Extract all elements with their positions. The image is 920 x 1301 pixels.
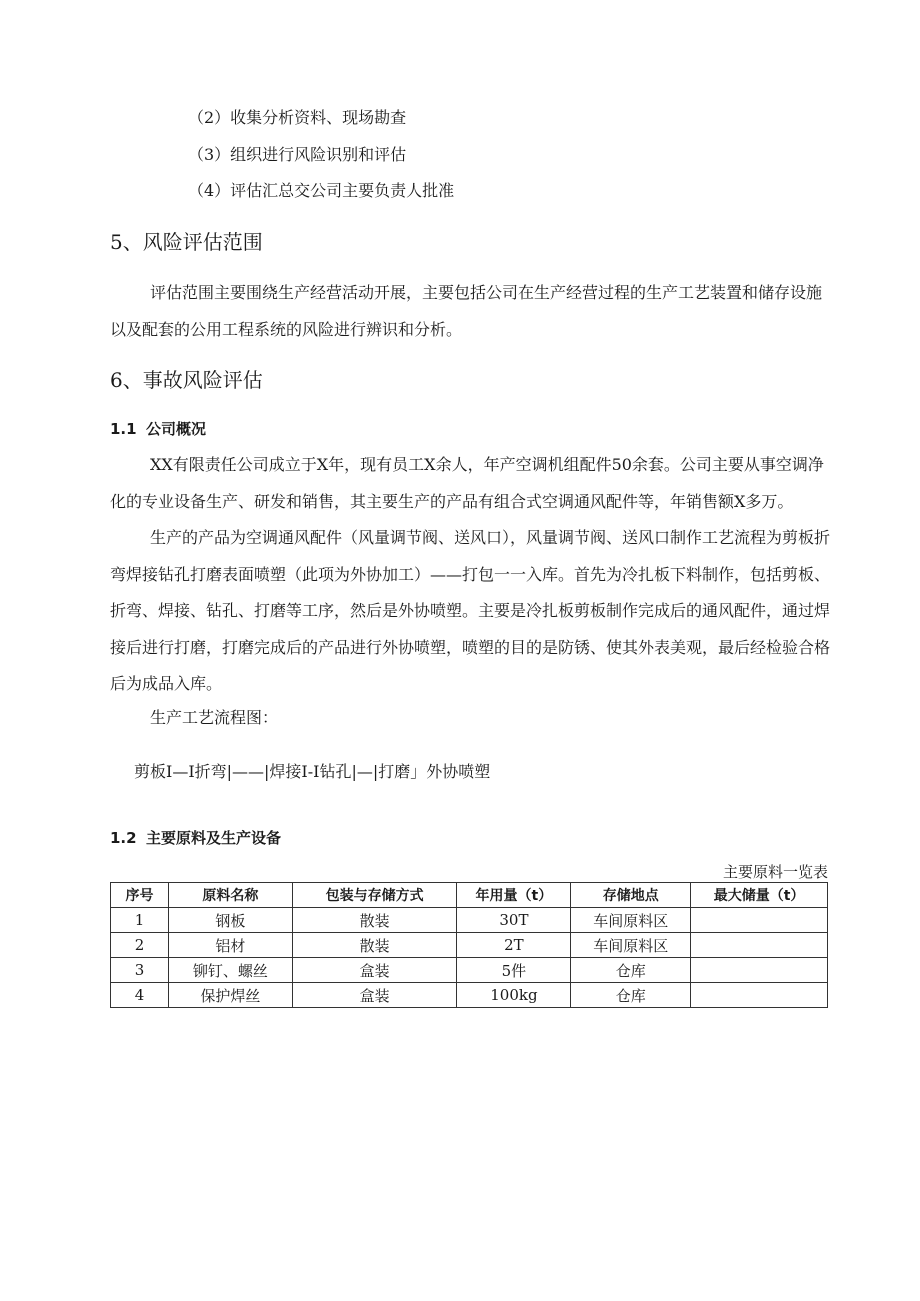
subsection-heading <box>110 828 281 848</box>
table-cell: 钢板 <box>168 908 292 933</box>
table-cell: 100kg <box>457 983 571 1008</box>
table-cell: 仓库 <box>571 958 691 983</box>
table-cell: 仓库 <box>571 983 691 1008</box>
subsection-number: 1.1 <box>110 420 137 438</box>
step-item: （4）评估汇总交公司主要负责人批准 <box>188 181 455 200</box>
section-paragraph: 评估范围主要围绕生产经营活动开展，主要包括公司在生产经营过程的生产工艺装置和储存设施以及配套的公用工程系统的风险进行辨识和分析。 <box>110 283 823 339</box>
table-cell: 5件 <box>457 958 571 983</box>
table-header-row <box>111 883 828 908</box>
column-header: 年用量（t） <box>457 883 571 908</box>
column-header: 原料名称 <box>168 883 292 908</box>
table-cell <box>691 983 828 1008</box>
flow-chart: 剪板I—I折弯|——|焊接I-I钻孔|—|打磨」外协喷塑 <box>134 762 491 781</box>
column-header: 最大储量（t） <box>691 883 828 908</box>
table-cell: 3 <box>111 958 169 983</box>
company-overview-paragraph: XX有限责任公司成立于X年，现有员工X余人，年产空调机组配件50余套。公司主要从事空调净化的专业设备生产、研发和销售，其主要生产的产品有组合式空调通风配件等，年销售额X多万。 <box>110 455 824 511</box>
table-cell: 4 <box>111 983 169 1008</box>
step-item: （2）收集分析资料、现场勘查 <box>188 108 407 127</box>
materials-table <box>110 882 828 1008</box>
column-header: 序号 <box>111 883 169 908</box>
process-description-paragraph: 生产的产品为空调通风配件（风量调节阀、送风口），风量调节阀、送风口制作工艺流程为剪板折弯焊接钻孔打磨表面喷塑（此项为外协加工）——打包一一入库。首先为冷扎板下料制作，包括剪板、折弯、焊接、钻孔、打磨等工序，然后是外协喷塑。主要是冷扎板剪板制作完成后的通风配件，通过焊接后进行打磨，打磨完成后的产品进行外协喷塑，喷塑的目的是防锈、使其外表美观，最后经检验合格后为成品入库。 <box>110 528 831 693</box>
column-header: 包装与存储方式 <box>292 883 457 908</box>
subsection-number: 1.2 <box>110 829 137 847</box>
table-cell: 保护焊丝 <box>168 983 292 1008</box>
table-cell <box>691 933 828 958</box>
table-cell <box>691 908 828 933</box>
subsection-heading <box>110 419 206 439</box>
table-row <box>111 958 828 983</box>
table-cell: 铆钉、螺丝 <box>168 958 292 983</box>
subsection-title: 公司概况 <box>146 420 207 438</box>
table-cell: 铝材 <box>168 933 292 958</box>
step-item: （3）组织进行风险识别和评估 <box>188 145 407 164</box>
flow-chart-label: 生产工艺流程图： <box>150 708 279 727</box>
table-cell: 车间原料区 <box>571 908 691 933</box>
table-cell: 盒装 <box>292 983 457 1008</box>
table-row <box>111 983 828 1008</box>
table-cell: 车间原料区 <box>571 933 691 958</box>
table-cell: 1 <box>111 908 169 933</box>
table-row <box>111 908 828 933</box>
table-cell: 散装 <box>292 933 457 958</box>
column-header: 存储地点 <box>571 883 691 908</box>
table-caption: 主要原料一览表 <box>722 863 828 881</box>
section-heading: 5、风险评估范围 <box>110 230 263 254</box>
table-cell: 30T <box>457 908 571 933</box>
table-cell <box>691 958 828 983</box>
table-cell: 散装 <box>292 908 457 933</box>
table-row <box>111 933 828 958</box>
table-cell: 盒装 <box>292 958 457 983</box>
section-heading: 6、事故风险评估 <box>110 368 263 392</box>
table-cell: 2 <box>111 933 169 958</box>
table-cell: 2T <box>457 933 571 958</box>
subsection-title: 主要原料及生产设备 <box>146 829 282 847</box>
